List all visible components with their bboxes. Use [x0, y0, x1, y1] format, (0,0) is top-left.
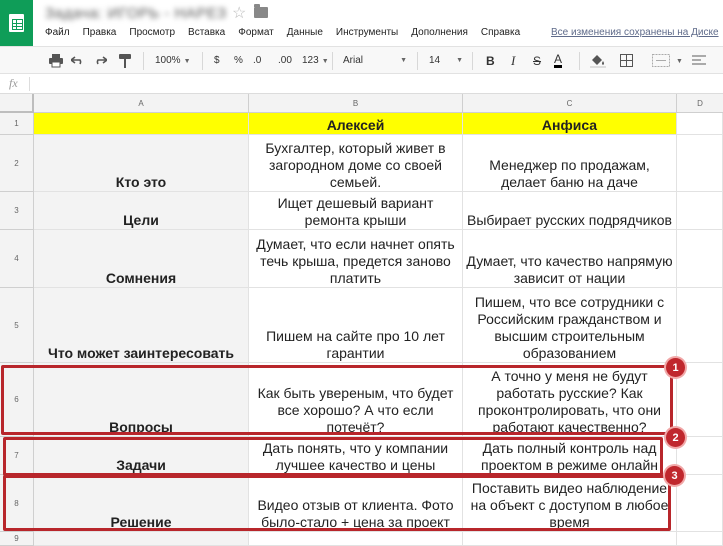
- row-label: Решение: [110, 514, 172, 530]
- annotation-box-2: [3, 437, 663, 476]
- menu-format[interactable]: Формат: [238, 27, 274, 38]
- cell-d3[interactable]: [677, 192, 723, 230]
- star-icon[interactable]: ☆: [232, 5, 247, 22]
- menu-file[interactable]: Файл: [45, 27, 70, 38]
- strikethrough-button[interactable]: S: [533, 54, 542, 68]
- merge-dropdown-icon[interactable]: ▼: [676, 58, 683, 65]
- align-icon[interactable]: [692, 55, 706, 71]
- cell-c9[interactable]: [463, 532, 677, 546]
- cell-b2[interactable]: [249, 135, 463, 192]
- menu-addons[interactable]: Дополнения: [411, 27, 468, 38]
- cell-d5[interactable]: [677, 288, 723, 363]
- row-header-7[interactable]: 7: [0, 437, 34, 475]
- row-header-1[interactable]: 1: [0, 113, 34, 135]
- cell-text: Как быть увереным, что будет все хорошо? А что если потечёт?: [257, 385, 454, 435]
- column-header-d[interactable]: D: [677, 94, 723, 113]
- cell-text: Думает, что качество напрямую зависит от нации: [466, 253, 673, 286]
- row-label: Кто это: [115, 174, 167, 190]
- row-header-5[interactable]: 5: [0, 288, 34, 363]
- annotation-badge-1: 1: [666, 358, 685, 377]
- column-header-b[interactable]: B: [249, 94, 463, 113]
- cell-text: Выбирает русских подрядчиков: [467, 212, 672, 228]
- document-title[interactable]: Задача: ИГОРЬ - НАРЕЗ: [45, 5, 227, 22]
- borders-icon[interactable]: [620, 54, 633, 70]
- print-icon[interactable]: [49, 54, 63, 70]
- column-header-c[interactable]: C: [463, 94, 677, 113]
- font-family-value: Arial: [343, 55, 364, 66]
- more-formats-button[interactable]: 123 ▼: [302, 55, 329, 66]
- percent-format-button[interactable]: %: [234, 55, 243, 66]
- column-header-a[interactable]: A: [34, 94, 249, 113]
- redo-icon[interactable]: [93, 55, 107, 71]
- italic-button[interactable]: I: [511, 53, 516, 68]
- row-label: Сомнения: [105, 270, 177, 286]
- zoom-value: 100%: [155, 55, 181, 66]
- decrease-decimal-button[interactable]: .0: [253, 55, 262, 66]
- cell-c4[interactable]: [463, 230, 677, 288]
- row-label: Что может заинтересовать: [47, 345, 234, 361]
- header-alexey: Алексей: [326, 117, 385, 133]
- cell-d7[interactable]: [677, 437, 723, 475]
- cell-text: Ищет дешевый вариант ремонта крыши: [277, 195, 434, 228]
- formula-bar[interactable]: [0, 74, 723, 94]
- toolbar: [0, 46, 723, 74]
- cell-text: Пишем, что все сотрудники с Российским гражданством и высшим строительным образованием: [474, 294, 665, 361]
- cell-d2[interactable]: [677, 135, 723, 192]
- cell-d8[interactable]: [677, 475, 723, 532]
- zoom-select[interactable]: 100% ▼: [155, 55, 191, 66]
- cell-c1[interactable]: [463, 113, 677, 135]
- cell-b1[interactable]: [249, 113, 463, 135]
- fx-icon: fx: [9, 76, 18, 90]
- cell-c2[interactable]: [463, 135, 677, 192]
- title-bar: [0, 0, 723, 46]
- cell-text: Видео отзыв от клиента. Фото было-стало + цена за проект: [257, 497, 454, 530]
- cell-b3[interactable]: [249, 192, 463, 230]
- select-all-corner[interactable]: [0, 94, 34, 113]
- cell-text: А точно у меня не будут работать русские? Как проконтролировать, что они работают качественно?: [478, 368, 661, 435]
- cell-a4[interactable]: [34, 230, 249, 288]
- folder-icon[interactable]: [254, 7, 268, 18]
- cell-a1[interactable]: [34, 113, 249, 135]
- text-color-button[interactable]: A: [554, 52, 563, 66]
- row-header-8[interactable]: 8: [0, 475, 34, 532]
- font-size-value: 14: [429, 55, 441, 66]
- annotation-box-1: [1, 365, 673, 435]
- annotation-box-3: [3, 475, 671, 531]
- row-header-6[interactable]: 6: [0, 363, 34, 437]
- menu-bar: [45, 27, 533, 43]
- cell-text: Дать полный контроль над проектом в режиме онлайн: [480, 440, 659, 473]
- row-label: Задачи: [116, 457, 166, 473]
- fill-color-icon[interactable]: [590, 54, 606, 70]
- cell-text: Пишем на сайте про 10 лет гарантии: [266, 328, 445, 361]
- annotation-badge-3: 3: [665, 466, 684, 485]
- cell-d1[interactable]: [677, 113, 723, 135]
- menu-data[interactable]: Данные: [286, 27, 323, 38]
- paint-format-icon[interactable]: [119, 54, 131, 70]
- cell-b4[interactable]: [249, 230, 463, 288]
- row-header-2[interactable]: 2: [0, 135, 34, 192]
- cell-text: Думает, что если начнет опять течь крыша, предется заново платить: [256, 236, 455, 286]
- menu-insert[interactable]: Вставка: [188, 27, 226, 38]
- cell-c3[interactable]: [463, 192, 677, 230]
- menu-edit[interactable]: Правка: [82, 27, 117, 38]
- header-anfisa: Анфиса: [541, 117, 598, 133]
- row-label: Вопросы: [109, 419, 173, 435]
- spreadsheet-grid: [0, 94, 723, 546]
- cell-text: Дать понять, что у компании лучшее качество и цены: [262, 440, 449, 473]
- cell-a3[interactable]: [34, 192, 249, 230]
- increase-decimal-button[interactable]: .00: [278, 55, 292, 66]
- currency-format-button[interactable]: $: [214, 55, 220, 66]
- sheets-logo-icon[interactable]: [0, 0, 33, 46]
- menu-help[interactable]: Справка: [480, 27, 521, 38]
- cell-a2[interactable]: [34, 135, 249, 192]
- font-family-select[interactable]: Arial ▼: [343, 55, 407, 66]
- annotation-badge-2: 2: [666, 428, 685, 447]
- menu-view[interactable]: Просмотр: [129, 27, 176, 38]
- cell-text: Бухгалтер, который живет в загородном доме со своей семьей.: [265, 140, 446, 190]
- cell-a9[interactable]: [34, 532, 249, 546]
- row-header-4[interactable]: 4: [0, 230, 34, 288]
- cell-a5[interactable]: [34, 288, 249, 363]
- row-header-9[interactable]: 9: [0, 532, 34, 546]
- save-status-link[interactable]: Все изменения сохранены на Диске: [551, 27, 719, 38]
- row-label: Цели: [123, 212, 159, 228]
- merge-cells-icon[interactable]: [652, 54, 670, 70]
- cell-d6[interactable]: [677, 363, 723, 437]
- undo-icon[interactable]: [71, 55, 85, 71]
- cell-b5[interactable]: [249, 288, 463, 363]
- cell-d9[interactable]: [677, 532, 723, 546]
- font-size-select[interactable]: 14 ▼: [429, 55, 463, 66]
- cell-b9[interactable]: [249, 532, 463, 546]
- cell-text: Поставить видео наблюдение на объект с доступом в любое время: [470, 480, 669, 530]
- row-header-3[interactable]: 3: [0, 192, 34, 230]
- bold-button[interactable]: B: [486, 54, 495, 68]
- cell-text: Менеджер по продажам, делает баню на даче: [489, 157, 650, 190]
- cell-d4[interactable]: [677, 230, 723, 288]
- cell-c5[interactable]: [463, 288, 677, 363]
- menu-tools[interactable]: Инструменты: [335, 27, 399, 38]
- more-formats-label: 123: [302, 55, 319, 66]
